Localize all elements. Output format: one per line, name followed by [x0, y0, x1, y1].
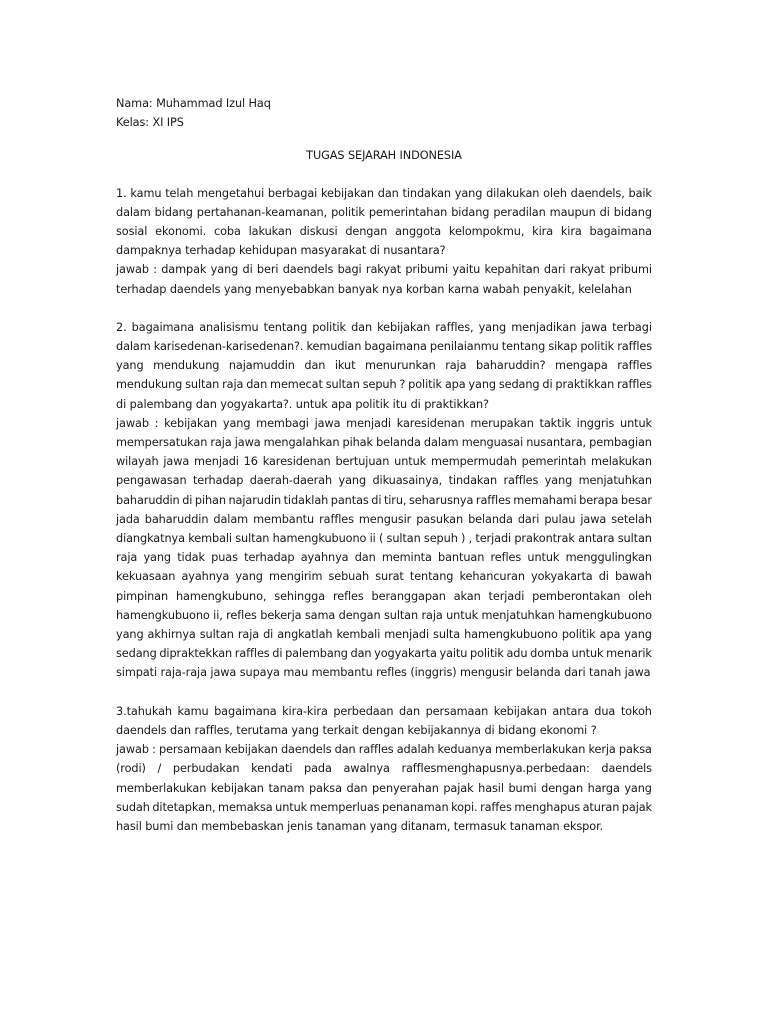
- text-line: baharuddin di pihan najarudin tidaklah pantas di tiru, seharusnya raffles memahami berapa besar: [116, 493, 652, 507]
- text-line: raja yang tidak puas terhadap ayahnya dan meminta bantuan refles untuk menggulingkan: [116, 551, 652, 565]
- student-class: Kelas: XI IPS: [116, 116, 184, 130]
- text-line: sosial ekonomi. coba lakukan diskusi dengan anggota kelompokmu, kira kira bagaimana: [116, 225, 652, 239]
- paragraph-3: [116, 702, 652, 836]
- text-line: memberlakukan kebijakan tanam paksa dan penyerahan pajak hasil bumi dengan harga yang: [116, 781, 652, 795]
- text-line: wilayah jawa menjadi 16 karesidenan bertujuan untuk mempermudah pemerintah melakukan: [116, 455, 652, 469]
- text-line: dalam karisedenan-karisedenan?. kemudian bagaimana penilaianmu tentang sikap politik raffles: [116, 340, 652, 354]
- text-line: hamengkubuono ii, refles bekerja sama dengan sultan raja untuk menjatuhkan hamengkubuono: [116, 608, 652, 622]
- text-line: diangkatnya kembali sultan hamengkubuono ii ( sultan sepuh ) , terjadi prakontrak antara sultan: [116, 532, 652, 546]
- text-line: jawab : kebijakan yang membagi jawa menjadi karesidenan merupakan taktik inggris untuk: [116, 416, 652, 430]
- text-line: hasil bumi dan membebaskan jenis tanaman yang ditanam, termasuk tanaman ekspor.: [116, 819, 604, 833]
- text-line: simpati raja-raja jawa supaya mau membantu refles (inggris) mengusir belanda dari tanah jawa: [116, 666, 651, 680]
- text-line: pengawasan terhadap daerah-daerah yang dikuasainya, tindakan raffles yang menjatuhkan: [116, 474, 652, 488]
- text-line: di palembang dan yogyakarta?. untuk apa politik itu di praktikkan?: [116, 397, 489, 411]
- document-body: [116, 184, 652, 837]
- text-line: terhadap daendels yang menyebabkan banyak nya korban karna wabah penyakit, kelelahan: [116, 282, 632, 296]
- paragraph-1: [116, 184, 652, 299]
- text-line: mempersatukan raja jawa mengalahkan pihak belanda dalam menguasai nusantara, pembagian: [116, 436, 652, 450]
- student-name: Nama: Muhammad Izul Haq: [116, 97, 271, 110]
- text-line: sudah ditetapkan, memaksa untuk memperluas penanaman kopi. raffes menghapus aturan pajak: [116, 800, 652, 814]
- text-line: pimpinan hamengkubuno, sehingga refles beranggapan akan terjadi pemberontakan oleh: [116, 589, 652, 603]
- text-line: jawab : dampak yang di beri daendels bagi rakyat pribumi yaitu kepahitan dari rakyat pribumi: [116, 263, 652, 277]
- text-line: (rodi) / perbudakan kendati pada awalnya rafflesmenghapusnya.perbedaan: daendels: [116, 762, 652, 776]
- text-line: daendels dan raffles, terutama yang terkait dengan kebijakannya di bidang ekonomi ?: [116, 723, 597, 737]
- text-line: yang mendukung najamuddin dan ikut menurunkan raja baharuddin? mengapa raffles: [116, 359, 652, 373]
- paragraph-2: [116, 318, 652, 683]
- text-line: dampaknya terhadap kehidupan masyarakat di nusantara?: [116, 244, 446, 258]
- text-line: 2. bagaimana analisismu tentang politik dan kebijakan raffles, yang menjadikan jawa terbagi: [116, 320, 652, 334]
- document-title: TUGAS SEJARAH INDONESIA: [306, 149, 462, 163]
- text-line: sedang dipraktekkan raffles di palembang dan yogyakarta yaitu politik adu domba untuk menarik: [116, 647, 652, 661]
- text-line: mendukung sultan raja dan memecat sultan sepuh ? politik apa yang sedang di praktikkan raffles: [116, 378, 652, 392]
- text-line: yang akhirnya sultan raja di angkatlah kembali menjadi sulta hamengkubuono politik apa yang: [116, 628, 652, 642]
- text-line: 1. kamu telah mengetahui berbagai kebijakan dan tindakan yang dilakukan oleh daendels, baik: [116, 186, 652, 200]
- text-line: dalam bidang pertahanan-keamanan, politik pemerintahan bidang peradilan maupun di bidang: [116, 205, 652, 219]
- text-line: jada baharuddin dalam membantu raffles mengusir pasukan belanda dari pulau jawa setelah: [116, 512, 652, 526]
- text-line: jawab : persamaan kebijakan daendels dan raffles adalah keduanya memberlakukan kerja paksa: [116, 743, 652, 757]
- text-line: 3.tahukah kamu bagaimana kira-kira perbedaan dan persamaan kebijakan antara dua tokoh: [116, 704, 652, 718]
- text-line: kekuasaan ayahnya yang mengirim sebuah surat tentang kehancuran yokyakarta di bawah: [116, 570, 652, 584]
